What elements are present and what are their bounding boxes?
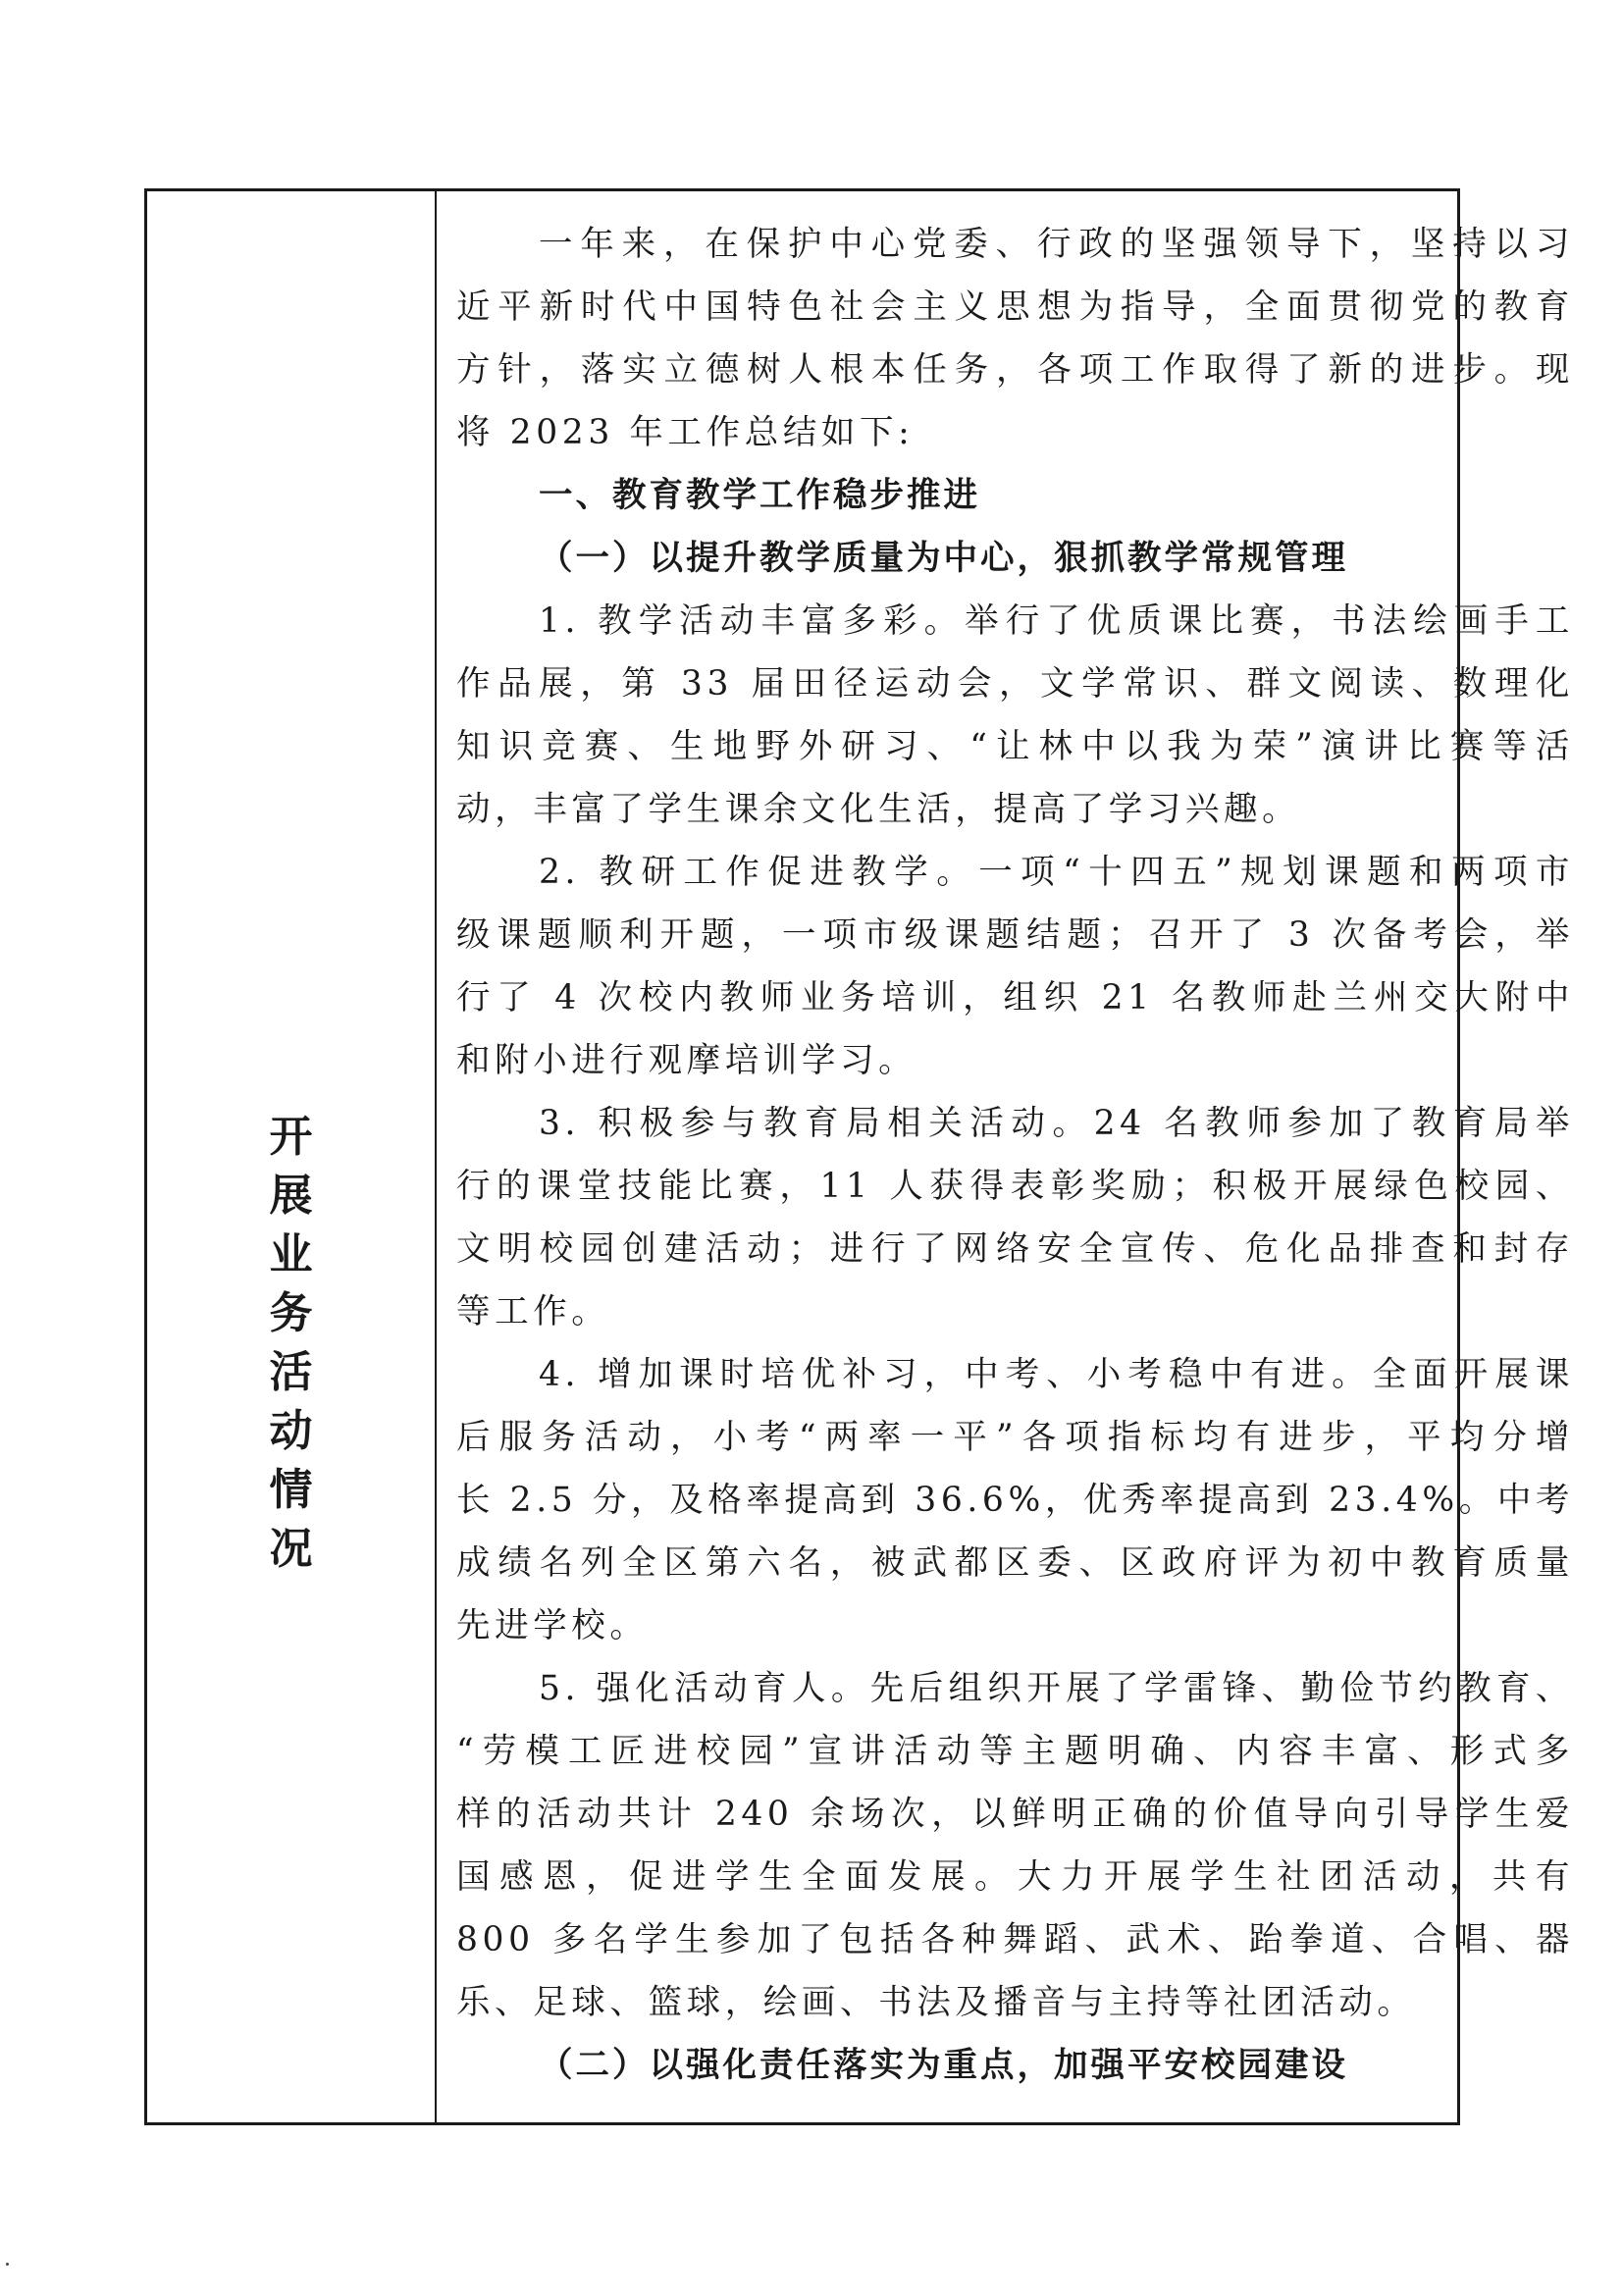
section-heading: （一）以提升教学质量为中心，狠抓教学常规管理 xyxy=(539,539,1348,578)
row-label-char: 况 xyxy=(269,1524,313,1574)
row-label-char: 务 xyxy=(269,1288,313,1338)
row-label-cell xyxy=(147,191,437,2122)
text-line: 文明校园创建活动；进行了网络安全宣传、危化品排查和封存 xyxy=(456,1229,1575,1269)
section-heading: （二）以强化责任落实为重点，加强平安校园建设 xyxy=(539,2046,1348,2085)
text-line: 3. 积极参与教育局相关活动。24 名教师参加了教育局举 xyxy=(539,1104,1575,1143)
scan-speck xyxy=(6,2263,9,2266)
section-heading: 一、教育教学工作稳步推进 xyxy=(539,476,980,515)
text-line: 先进学校。 xyxy=(456,1606,649,1645)
text-line: 2. 教研工作促进教学。一项“十四五”规划课题和两项市 xyxy=(539,853,1575,892)
text-line: “劳模工匠进校园”宣讲活动等主题明确、内容丰富、形式多 xyxy=(456,1732,1575,1771)
row-label-char: 情 xyxy=(269,1465,313,1515)
text-line: 乐、足球、篮球，绘画、书法及播音与主持等社团活动。 xyxy=(456,1983,1416,2022)
text-line: 国感恩，促进学生全面发展。大力开展学生社团活动，共有 xyxy=(456,1857,1575,1897)
row-label-char: 动 xyxy=(269,1406,313,1456)
text-line: 和附小进行观摩培训学习。 xyxy=(456,1041,917,1080)
text-line: 方针，落实立德树人根本任务，各项工作取得了新的进步。现 xyxy=(456,350,1575,390)
text-line: 知识竞赛、生地野外研习、“让林中以我为荣”演讲比赛等活 xyxy=(456,727,1575,766)
text-line: 等工作。 xyxy=(456,1292,610,1331)
text-line: 1. 教学活动丰富多彩。举行了优质课比赛，书法绘画手工 xyxy=(539,601,1575,641)
text-line: 动，丰富了学生课余文化生活，提高了学习兴趣。 xyxy=(456,790,1301,829)
text-line: 成绩名列全区第六名，被武都区委、区政府评为初中教育质量 xyxy=(456,1543,1575,1583)
text-line: 后服务活动，小考“两率一平”各项指标均有进步，平均分增 xyxy=(456,1418,1575,1457)
work-summary-table xyxy=(144,188,1575,2125)
text-line: 5. 强化活动育人。先后组织开展了学雷锋、勤俭节约教育、 xyxy=(539,1669,1575,1708)
text-line: 长 2.5 分，及格率提高到 36.6%，优秀率提高到 23.4%。中考 xyxy=(456,1481,1575,1520)
text-line: 行的课堂技能比赛，11 人获得表彰奖励；积极开展绿色校园、 xyxy=(456,1167,1575,1206)
row-label-char: 业 xyxy=(269,1229,313,1279)
text-line: 近平新时代中国特色社会主义思想为指导，全面贯彻党的教育 xyxy=(456,287,1575,327)
text-line: 作品展，第 33 届田径运动会，文学常识、群文阅读、数理化 xyxy=(456,664,1575,704)
text-line: 级课题顺利开题，一项市级课题结题；召开了 3 次备考会，举 xyxy=(456,915,1575,955)
text-line: 4. 增加课时培优补习，中考、小考稳中有进。全面开展课 xyxy=(539,1355,1575,1394)
row-content-cell xyxy=(437,191,1594,2122)
text-line: 800 多名学生参加了包括各种舞蹈、武术、跆拳道、合唱、器 xyxy=(456,1920,1575,1959)
row-label-vertical-text xyxy=(147,1108,435,1579)
text-line: 样的活动共计 240 余场次，以鲜明正确的价值导向引导学生爱 xyxy=(456,1795,1575,1834)
text-line: 将 2023 年工作总结如下: xyxy=(456,413,915,452)
row-label-char: 活 xyxy=(269,1347,313,1397)
row-label-char: 开 xyxy=(269,1112,313,1162)
row-label-char: 展 xyxy=(269,1171,313,1221)
text-line: 一年来，在保护中心党委、行政的坚强领导下，坚持以习 xyxy=(539,225,1575,264)
text-line: 行了 4 次校内教师业务培训，组织 21 名教师赴兰州交大附中 xyxy=(456,978,1575,1018)
